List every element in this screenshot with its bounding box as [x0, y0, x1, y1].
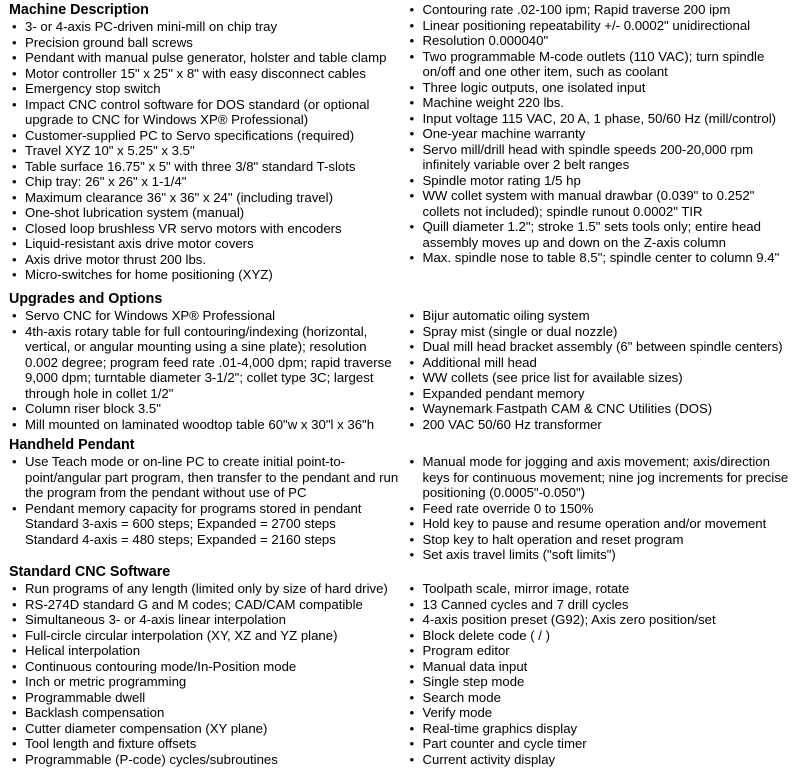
list-item: • Continuous contouring mode/In-Position mode	[9, 659, 401, 675]
list-item: • Search mode	[406, 690, 794, 706]
list-item: • Expanded pendant memory	[406, 386, 794, 402]
section-title: Machine Description	[9, 2, 149, 18]
section-standard-cnc-software	[9, 564, 794, 767]
list-item: • Manual data input	[406, 659, 794, 675]
list-item: • Maximum clearance 36" x 36" x 24" (including travel)	[9, 190, 401, 206]
list-item: • Helical interpolation	[9, 643, 401, 659]
list-item: • Pendant with manual pulse generator, holster and table clamp	[9, 50, 401, 66]
list-item: • Two programmable M-code outlets (110 VAC); turn spindle on/off and one other item, such as coolant	[406, 49, 794, 80]
list-item: • 4th-axis rotary table for full contouring/indexing (horizontal, vertical, or angular mounting using a sine plate); resolution 0.002 degree; program feed rate .01-4,000 dpm; rapid traverse 9,000 dpm; turntable diameter 3-1/2"; collet type 3C; largest through hole in collet 1/2"	[9, 324, 401, 402]
list-item: • Impact CNC control software for DOS standard (or optional upgrade to CNC for Windows XP® Professional)	[9, 97, 401, 128]
list-item: • Resolution 0.000040"	[406, 33, 794, 49]
list-item: • Table surface 16.75" x 5" with three 3/8" standard T-slots	[9, 159, 401, 175]
list-item: • Precision ground ball screws	[9, 35, 401, 51]
section-handheld-pendant	[9, 437, 794, 563]
list-item: • Inch or metric programming	[9, 674, 401, 690]
list-item: • Backlash compensation	[9, 705, 401, 721]
list-item: • Closed loop brushless VR servo motors with encoders	[9, 221, 401, 237]
section-upgrades-options	[9, 291, 794, 432]
section-title: Handheld Pendant	[9, 437, 135, 453]
list-item: • Pendant memory capacity for programs stored in pendant	[9, 501, 401, 517]
left-list	[9, 19, 401, 283]
list-item: • Mill mounted on laminated woodtop table 60"w x 30"l x 36"h	[9, 417, 401, 433]
list-item: • Emergency stop switch	[9, 81, 401, 97]
list-item: • 13 Canned cycles and 7 drill cycles	[406, 597, 794, 613]
left-list	[9, 581, 401, 767]
list-item: • Column riser block 3.5"	[9, 401, 401, 417]
list-item: • Run programs of any length (limited only by size of hard drive)	[9, 581, 401, 597]
list-item: • Use Teach mode or on-line PC to create initial point-to-point/angular part program, then transfer to the pendant and run the program from the pendant without use of PC	[9, 454, 401, 501]
list-item: • Servo CNC for Windows XP® Professional	[9, 308, 401, 324]
list-item: • Max. spindle nose to table 8.5"; spindle center to column 9.4"	[406, 250, 794, 266]
section-title: Standard CNC Software	[9, 564, 171, 580]
list-item: • Simultaneous 3- or 4-axis linear interpolation	[9, 612, 401, 628]
list-item: • Program editor	[406, 643, 794, 659]
right-list	[401, 454, 794, 563]
section-machine-description	[9, 2, 794, 283]
list-item: • Micro-switches for home positioning (XYZ)	[9, 267, 401, 283]
right-list	[401, 2, 794, 283]
list-item: • Full-circle circular interpolation (XY, XZ and YZ plane)	[9, 628, 401, 644]
list-item: • Bijur automatic oiling system	[406, 308, 794, 324]
list-item: • Waynemark Fastpath CAM & CNC Utilities (DOS)	[406, 401, 794, 417]
section-title: Upgrades and Options	[9, 291, 163, 307]
list-item: • Programmable dwell	[9, 690, 401, 706]
list-item: • Three logic outputs, one isolated input	[406, 80, 794, 96]
left-list	[9, 454, 401, 563]
list-item: • Stop key to halt operation and reset program	[406, 532, 794, 548]
list-item: • Cutter diameter compensation (XY plane)	[9, 721, 401, 737]
list-item: • WW collet system with manual drawbar (0.039" to 0.252" collets not included); spindle runout 0.0002" TIR	[406, 188, 794, 219]
list-item: • Motor controller 15" x 25" x 8" with easy disconnect cables	[9, 66, 401, 82]
list-item: • Customer-supplied PC to Servo specifications (required)	[9, 128, 401, 144]
list-item: • Additional mill head	[406, 355, 794, 371]
list-item: • Current activity display	[406, 752, 794, 768]
list-item: • RS-274D standard G and M codes; CAD/CAM compatible	[9, 597, 401, 613]
list-item: • 3- or 4-axis PC-driven mini-mill on chip tray	[9, 19, 401, 35]
list-item: • Toolpath scale, mirror image, rotate	[406, 581, 794, 597]
list-item: • Servo mill/drill head with spindle speeds 200-20,000 rpm infinitely variable over 2 belt ranges	[406, 142, 794, 173]
list-item: • Liquid-resistant axis drive motor covers	[9, 236, 401, 252]
list-item: • Axis drive motor thrust 200 lbs.	[9, 252, 401, 268]
list-item: • One-year machine warranty	[406, 126, 794, 142]
list-item: • Chip tray: 26" x 26" x 1-1/4"	[9, 174, 401, 190]
list-item: • Linear positioning repeatability +/- 0.0002" unidirectional	[406, 18, 794, 34]
list-item: • One-shot lubrication system (manual)	[9, 205, 401, 221]
list-item: • Set axis travel limits ("soft limits")	[406, 547, 794, 563]
left-list	[9, 308, 401, 432]
list-item: • WW collets (see price list for available sizes)	[406, 370, 794, 386]
list-item: • Verify mode	[406, 705, 794, 721]
list-item: • Contouring rate .02-100 ipm; Rapid traverse 200 ipm	[406, 2, 794, 18]
list-item: • Travel XYZ 10" x 5.25" x 3.5"	[9, 143, 401, 159]
list-item: • Quill diameter 1.2"; stroke 1.5" sets tools only; entire head assembly moves up and down on the Z-axis column	[406, 219, 794, 250]
list-item: • Dual mill head bracket assembly (6" between spindle centers)	[406, 339, 794, 355]
list-item-continuation: Standard 4-axis = 480 steps; Expanded = 2160 steps	[25, 531, 336, 547]
list-item: • Machine weight 220 lbs.	[406, 95, 794, 111]
list-item: • Hold key to pause and resume operation and/or movement	[406, 516, 794, 532]
list-item: • Spindle motor rating 1/5 hp	[406, 173, 794, 189]
list-item: • Single step mode	[406, 674, 794, 690]
list-item: • Input voltage 115 VAC, 20 A, 1 phase, 50/60 Hz (mill/control)	[406, 111, 794, 127]
list-item: • Spray mist (single or dual nozzle)	[406, 324, 794, 340]
list-item: • Block delete code ( / )	[406, 628, 794, 644]
right-list	[401, 581, 794, 767]
list-item: • Real-time graphics display	[406, 721, 794, 737]
list-item: • Tool length and fixture offsets	[9, 736, 401, 752]
list-item: • Feed rate override 0 to 150%	[406, 501, 794, 517]
list-item: • Manual mode for jogging and axis movement; axis/direction keys for continuous movement; nine jog increments for precise positioning (0.0005"-0.050")	[406, 454, 794, 501]
list-item: • 200 VAC 50/60 Hz transformer	[406, 417, 794, 433]
list-item: • 4-axis position preset (G92); Axis zero position/set	[406, 612, 794, 628]
list-item: • Programmable (P-code) cycles/subroutines	[9, 752, 401, 768]
list-item: • Part counter and cycle timer	[406, 736, 794, 752]
right-list	[401, 308, 794, 432]
list-item-continuation: Standard 3-axis = 600 steps; Expanded = 2700 steps	[25, 516, 336, 531]
